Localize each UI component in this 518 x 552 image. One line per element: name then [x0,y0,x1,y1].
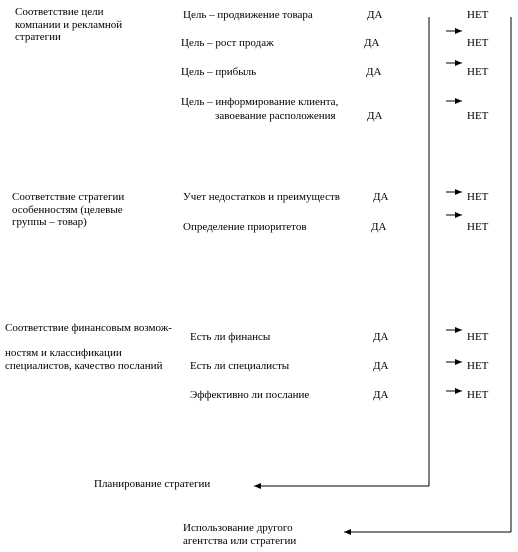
no-label: НЕТ [467,66,489,78]
no-label: НЕТ [467,37,489,49]
yes-label: ДА [367,9,383,21]
question-sales-growth: Цель – рост продаж [181,37,274,49]
question-inform-client-line1: Цель – информирование клиента, [181,96,339,108]
yes-label: ДА [373,360,389,372]
section-1-title: Соответствие цели компании и рекламной стратегии [15,6,123,43]
section-3-title-line2: ностям и классификации специалистов, качество посланий [5,347,163,372]
question-finances: Есть ли финансы [190,331,271,343]
no-label: НЕТ [467,331,489,343]
no-label: НЕТ [467,221,489,233]
yes-label: ДА [373,389,389,401]
outcome-other-agency: Использование другого агентства или стратегии [183,522,297,547]
yes-label: ДА [364,37,380,49]
question-priorities: Определение приоритетов [183,221,307,233]
yes-label: ДА [366,66,382,78]
question-profit: Цель – прибыль [181,66,257,78]
no-label: НЕТ [467,110,489,122]
yes-label: ДА [373,191,389,203]
section-3-title-line1: Соответствие финансовым возмож- [5,322,172,334]
no-label: НЕТ [467,360,489,372]
no-label: НЕТ [467,389,489,401]
yes-label: ДА [371,221,387,233]
question-product-promotion: Цель – продвижение товара [183,9,313,21]
question-message-effective: Эффективно ли послание [190,389,310,401]
section-2-title: Соответствие стратегии особенностям (целевые группы – товар) [12,191,125,228]
question-specialists: Есть ли специалисты [190,360,290,372]
question-inform-client-line2: завоевание расположения [215,110,336,122]
outcome-planning: Планирование стратегии [94,478,211,490]
no-label: НЕТ [467,9,489,21]
question-strengths-weaknesses: Учет недостатков и преимуществ [183,191,340,203]
no-label: НЕТ [467,191,489,203]
yes-label: ДА [367,110,383,122]
yes-label: ДА [373,331,389,343]
